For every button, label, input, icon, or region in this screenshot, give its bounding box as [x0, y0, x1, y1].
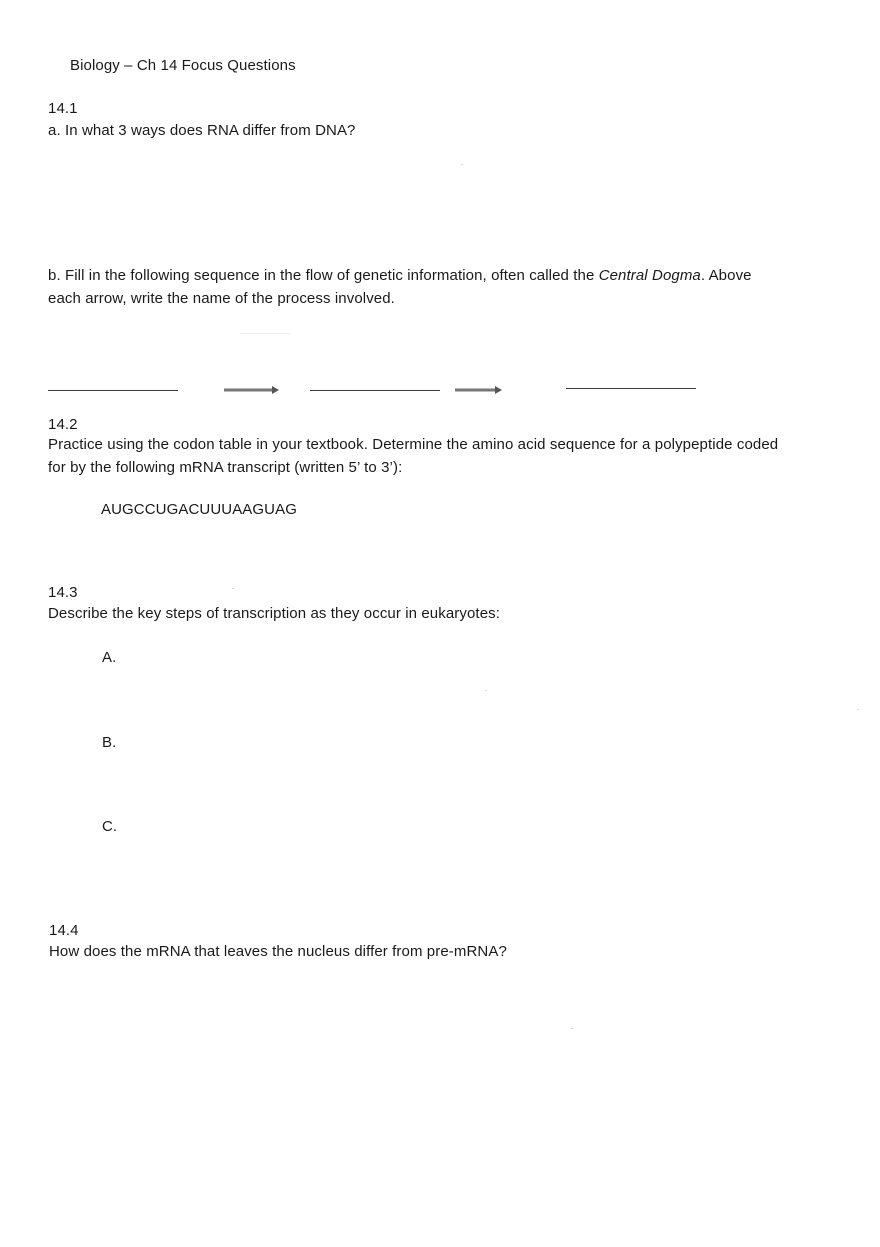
- arrow-right-icon: [455, 385, 511, 395]
- answer-blank-3[interactable]: [566, 388, 696, 389]
- step-label-c: C.: [102, 818, 118, 835]
- answer-blank-2[interactable]: [310, 390, 440, 391]
- worksheet-title: Biology – Ch 14 Focus Questions: [70, 57, 296, 74]
- scan-speck: [857, 709, 859, 710]
- arrow-right-icon: [224, 385, 280, 395]
- answer-blank-1[interactable]: [48, 390, 178, 391]
- question-14-2-line1: Practice using the codon table in your textbook. Determine the amino acid sequence for a polypeptide coded: [48, 436, 779, 453]
- step-label-b: B.: [102, 734, 117, 751]
- section-number-14-4: 14.4: [49, 922, 79, 939]
- question-14-4-prompt: How does the mRNA that leaves the nucleus differ from pre-mRNA?: [49, 943, 507, 960]
- section-number-14-1: 14.1: [48, 100, 78, 117]
- scan-speck: [240, 333, 290, 334]
- section-number-14-2: 14.2: [48, 416, 78, 433]
- question-14-1-b-text: b. Fill in the following sequence in the flow of genetic information, often called the: [48, 267, 599, 284]
- question-14-1-b-line1: [48, 265, 752, 287]
- central-dogma-term: Central Dogma: [598, 267, 701, 284]
- question-14-1-a: a. In what 3 ways does RNA differ from DNA?: [48, 122, 356, 139]
- mrna-sequence: AUGCCUGACUUUAAGUAG: [101, 501, 297, 518]
- section-number-14-3: 14.3: [48, 584, 78, 601]
- scan-speck: [232, 588, 234, 589]
- scan-speck: [461, 164, 463, 165]
- scan-speck: [485, 690, 487, 691]
- step-label-a: A.: [102, 649, 117, 666]
- scan-speck: [571, 1028, 573, 1029]
- question-14-2-line2: for by the following mRNA transcript (written 5’ to 3’):: [48, 459, 403, 476]
- question-14-3-prompt: Describe the key steps of transcription as they occur in eukaryotes:: [48, 605, 501, 622]
- question-14-1-b-line2: each arrow, write the name of the process involved.: [48, 290, 395, 307]
- question-14-1-b-text-end: . Above: [700, 267, 752, 284]
